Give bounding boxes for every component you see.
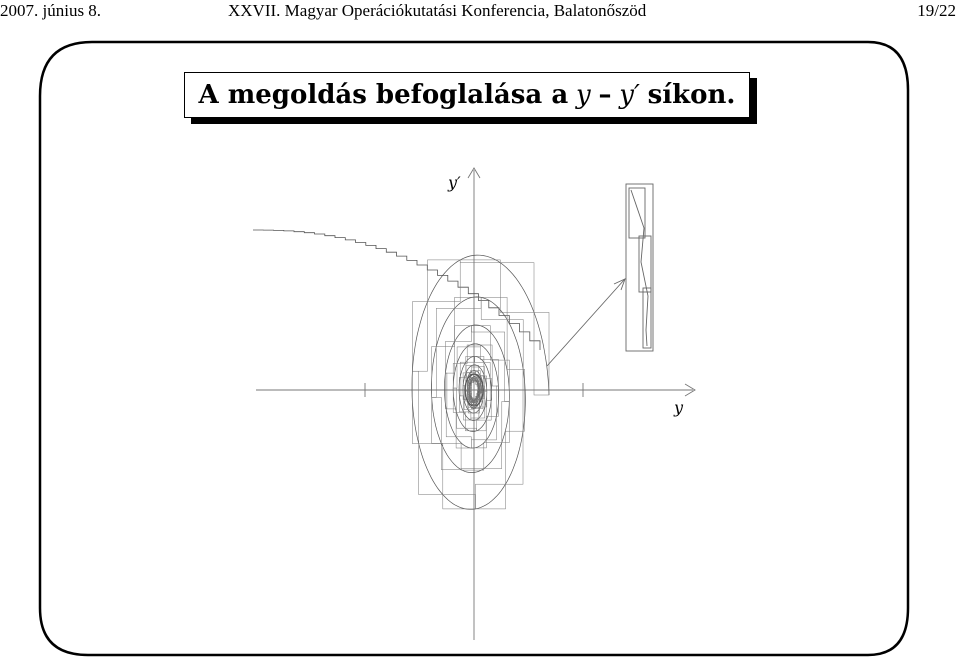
enclosure-box <box>523 369 525 431</box>
x-axis-label: y <box>674 398 684 417</box>
title-suffix: síkon. <box>647 80 736 110</box>
inset-trace <box>631 190 648 346</box>
enclosure-box <box>412 371 418 443</box>
enclosure-box <box>441 443 461 469</box>
title-var-yprime: y′ <box>619 80 640 110</box>
solution-enclosure <box>253 230 549 509</box>
slide-title-box <box>184 72 750 118</box>
enclosure-box <box>446 409 456 437</box>
zoom-inset <box>547 184 653 366</box>
enclosure-box <box>455 326 472 342</box>
enclosure-box <box>472 366 479 368</box>
title-prefix: A megoldás befoglalása a <box>198 80 569 110</box>
slide-title <box>185 73 749 117</box>
header-conference: XXVII. Magyar Operációkutatási Konferencia, Balatonőszöd <box>228 1 647 20</box>
enclosure-box <box>460 260 500 263</box>
enclosure-box <box>456 437 471 448</box>
enclosure-box <box>492 359 498 386</box>
enclosure-box <box>432 397 442 443</box>
title-dash: – <box>598 80 612 110</box>
enclosure-box <box>476 484 506 509</box>
header-date: 2007. június 8. <box>0 1 102 20</box>
enclosure-box <box>455 297 482 308</box>
enclosure-box <box>459 377 461 396</box>
title-var-y: y <box>575 80 591 110</box>
header-page-number: 19/22 <box>917 1 956 20</box>
enclosure-box <box>461 469 484 471</box>
enclosure-box <box>490 332 504 360</box>
y-axis-label: y′ <box>448 173 461 192</box>
enclosure-box <box>457 412 466 428</box>
inset-outer-box <box>626 184 653 351</box>
enclosure-box <box>500 263 534 313</box>
enclosure-box <box>477 420 487 431</box>
enclosure-box <box>445 373 447 409</box>
inset-pointer <box>547 280 624 366</box>
enclosure-box <box>412 302 427 372</box>
enclosure-box <box>419 444 443 495</box>
enclosure-box <box>436 308 454 346</box>
enclosure-box <box>506 431 524 484</box>
inset-inner-box <box>629 188 645 238</box>
enclosure-box <box>534 312 549 395</box>
